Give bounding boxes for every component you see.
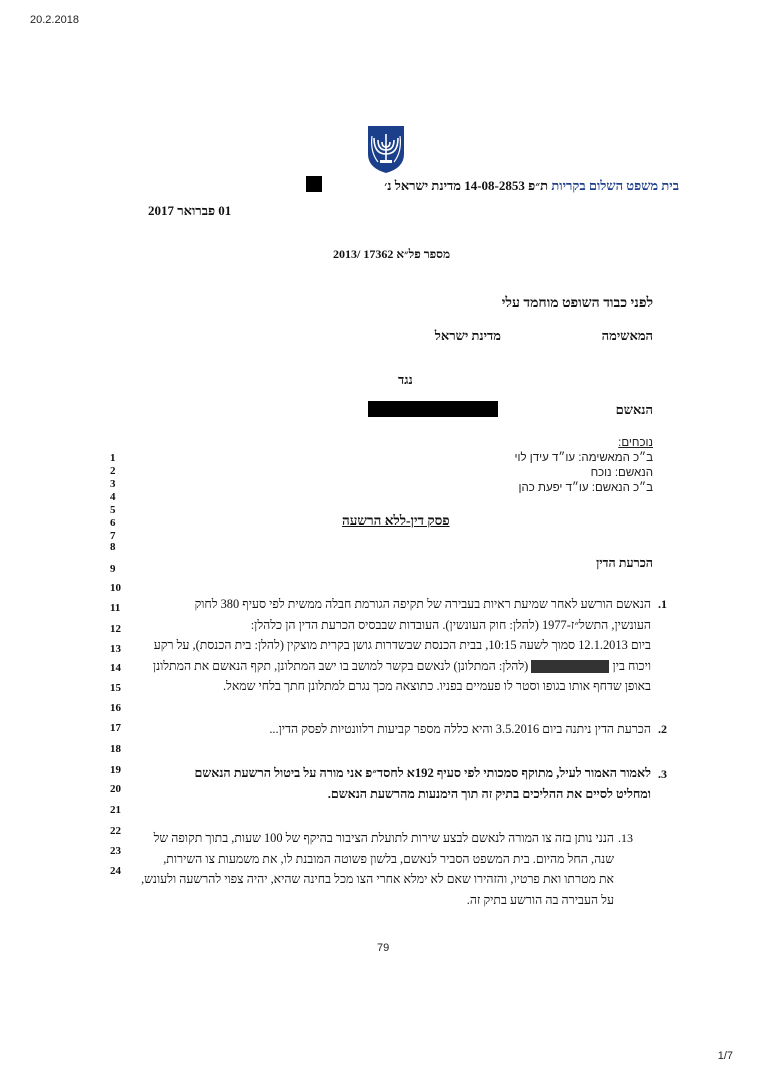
line-number: 16 [110, 702, 121, 714]
line-number: 2 [110, 465, 116, 477]
page-number: 79 [377, 942, 390, 954]
line-number: 19 [110, 764, 121, 776]
redaction-block [531, 660, 609, 673]
present-line: ב״כ הנאשם: עו״ד יפעת כהן [518, 482, 653, 494]
state-emblem-icon [364, 124, 408, 174]
paragraph-line: את מטרתו ואת פרטיו, והזהירו שאם לא ימלא אחרי הצו מכל בחינה שהיא, יהיה צפוי להרשעה ולעונש, [141, 872, 614, 886]
paragraph-line: הנני נותן בזה צו המורה לנאשם לבצע שירות לתועלת הציבור בהיקף של 100 שעות, בתוך תקופה של [153, 831, 614, 845]
paragraph-line: ביום 12.1.2013 סמוך לשעה 10:15, בבית הכנסת שבשדרות גושן בקרית מוצקין (להלן: בית הכנסת), על רקע [153, 638, 651, 652]
paragraph-line: הנאשם הורשע לאחר שמיעת ראיות בעבירה של תקיפה הגורמת חבלה ממשית לפי סעיף 380 לחוק [194, 597, 651, 611]
line-fragment: ויכוח בין [612, 658, 651, 673]
case-line: ת״פ 14-08-2853 מדינת ישראל נ׳ [384, 178, 549, 193]
decision-date: 01 פברואר 2017 [148, 203, 232, 218]
paragraph-number: 2. [658, 722, 667, 736]
redaction-block [306, 176, 322, 192]
paragraph-number: 13. [618, 831, 633, 845]
line-number: 24 [110, 865, 121, 877]
paragraph-13 [137, 828, 614, 910]
present-title: נוכחים: [618, 437, 653, 449]
line-number: 8 [110, 541, 116, 553]
line-fragment: (להלן: המתלונן) לנאשם בקשר למושב בו ישב המתלונן, תקף הנאשם את המתלונן [152, 658, 529, 673]
paragraph-line: לאמור האמור לעיל, מתוקף סמכותי לפי סעיף 192א לחסד״פ אני מורה על ביטול הרשעת הנאשם [194, 766, 651, 780]
line-number: 13 [110, 643, 121, 655]
paragraph-line [153, 656, 651, 677]
line-number: 9 [110, 563, 116, 575]
case-header [384, 178, 679, 194]
line-number: 12 [110, 623, 121, 635]
prosecution-value: מדינת ישראל [434, 328, 501, 343]
paragraph-line: באופן שדחף אותו בגופו וסטר לו פעמיים בפניו. כתוצאה מכך נגרם למתלונן חתך בלחי שמאל. [222, 679, 651, 693]
paragraph-2: הכרעת הדין ניתנה ביום 3.5.2016 והיא כללה מספר קביעות רלוונטיות לפסק הדין... [269, 722, 651, 736]
verdict-title: פסק דין-ללא הרשעה [342, 513, 450, 528]
paragraph-line: שנה, החל מהיום. בית המשפט הסביר לנאשם, בלשון פשוטה המובנת לו, את משמעות צו השירות, [163, 851, 614, 866]
paragraph-line: על העבירה בה הורשע בתיק זה. [466, 892, 614, 907]
line-number: 5 [110, 504, 116, 516]
line-number: 6 [110, 517, 116, 529]
section-title: הכרעת הדין [596, 556, 653, 570]
line-number: 11 [110, 602, 121, 614]
present-line: ב״כ המאשימה: עו״ד עידן לוי [514, 452, 653, 464]
line-number: 4 [110, 491, 116, 503]
line-number: 14 [110, 662, 121, 674]
paragraph-line: ומחליט לסיים את ההליכים בתיק זה תוך הימנעות מהרשעת הנאשם. [327, 786, 651, 801]
line-number: 23 [110, 845, 121, 857]
line-number: 3 [110, 478, 116, 490]
defendant-label: הנאשם [615, 402, 653, 417]
page-index: 1/7 [717, 1050, 733, 1062]
paragraph-1 [153, 594, 651, 697]
line-number: 21 [110, 804, 121, 816]
print-date: 20.2.2018 [30, 14, 79, 26]
present-block [515, 436, 653, 496]
judge-line: לפני כבוד השופט מוחמד עלי [501, 296, 653, 311]
paragraph-line: העונשין, התשל״ז-1977 (להלן: חוק העונשין). העובדות שבבסיס הכרעת הדין הן כלהלן: [250, 617, 651, 632]
pla-number: מספר פל״א 17362 /2013 [333, 247, 451, 261]
court-name: בית משפט השלום בקריות [551, 178, 679, 193]
versus: נגד [398, 372, 413, 387]
present-line: הנאשם: נוכח [590, 467, 653, 479]
line-number: 7 [110, 530, 116, 542]
line-number: 10 [110, 582, 121, 594]
line-number: 18 [110, 743, 121, 755]
line-number: 22 [110, 825, 121, 837]
paragraph-3 [153, 763, 651, 804]
paragraph-number: 1. [658, 597, 667, 611]
line-number: 20 [110, 783, 121, 795]
prosecution-label: המאשימה [601, 328, 653, 343]
paragraph-number: 3. [658, 767, 667, 781]
redaction-block [368, 401, 498, 417]
line-number: 15 [110, 682, 121, 694]
line-number: 1 [110, 452, 116, 464]
line-number: 17 [110, 722, 121, 734]
